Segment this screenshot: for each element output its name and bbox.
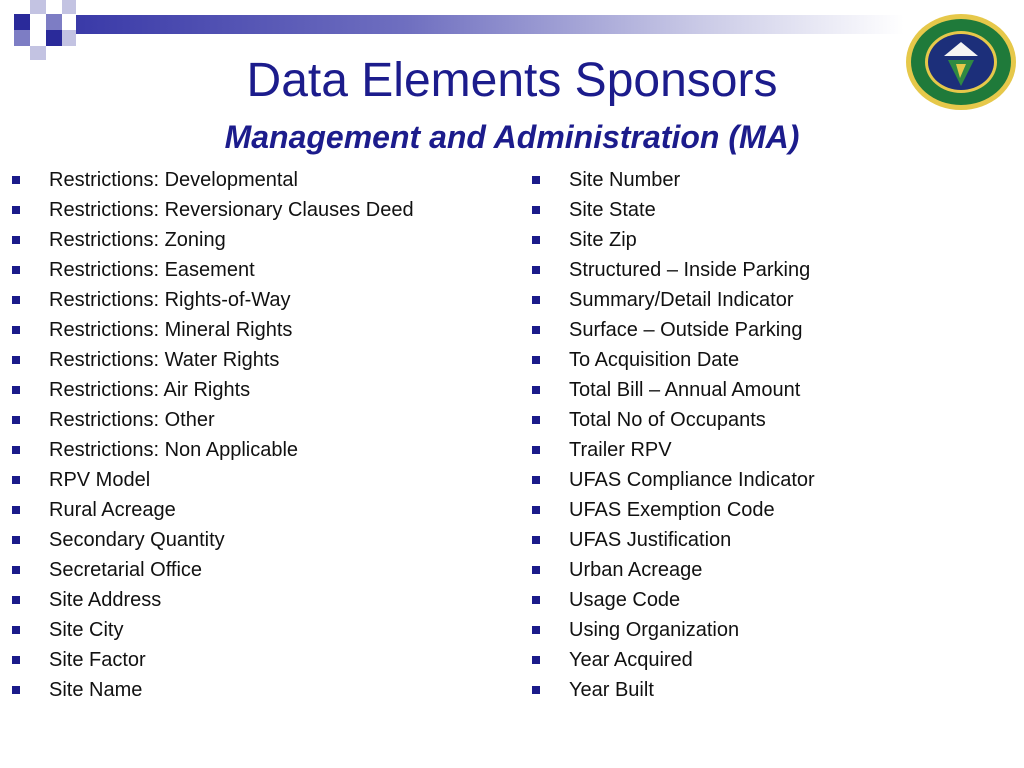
list-item-label: Total No of Occupants [569,409,766,431]
header-square-2 [30,0,46,14]
bullet-square-icon [532,476,540,484]
list-item [532,496,815,526]
list-item [12,256,414,286]
list-item-label: Site Address [49,589,162,611]
list-item-label: Using Organization [569,619,740,641]
list-item-label: Year Built [569,679,654,701]
list-item [12,346,414,376]
list-item-label: Structured – Inside Parking [569,259,811,281]
list-item-label: Trailer RPV [569,439,672,461]
bullet-square-icon [532,446,540,454]
list-item [12,586,414,616]
list-item [532,376,815,406]
list-item [532,646,815,676]
list-item [12,556,414,586]
header-square-7 [46,30,62,46]
bullet-square-icon [12,386,20,394]
list-item [12,166,414,196]
list-item-label: Secondary Quantity [49,529,225,551]
list-item [532,196,815,226]
list-item-label: Total Bill – Annual Amount [569,379,801,401]
list-item [532,406,815,436]
bullet-square-icon [532,506,540,514]
header-square-5 [14,30,30,46]
list-item [12,526,414,556]
list-item [12,376,414,406]
list-item [532,586,815,616]
bullet-square-icon [12,446,20,454]
list-item-label: Restrictions: Non Applicable [49,439,299,461]
list-item [12,466,414,496]
bullet-square-icon [12,656,20,664]
list-item [12,406,414,436]
list-item [532,256,815,286]
list-item [12,496,414,526]
bullet-square-icon [12,626,20,634]
list-item [532,346,815,376]
bullet-square-icon [532,386,540,394]
list-item-label: Restrictions: Zoning [49,229,226,251]
list-item-label: UFAS Exemption Code [569,499,775,521]
list-item-label: Site Number [569,169,681,191]
list-item-label: Site Name [49,679,143,701]
list-item-label: UFAS Justification [569,529,732,551]
header-square-4 [62,0,76,14]
list-item-label: Restrictions: Mineral Rights [49,319,293,341]
list-item-label: Summary/Detail Indicator [569,289,794,311]
bullet-square-icon [12,236,20,244]
bullet-square-icon [532,416,540,424]
left-bullet-list [12,166,414,706]
page-subtitle: Management and Administration (MA) [224,119,800,155]
bullet-square-icon [12,566,20,574]
list-item-label: UFAS Compliance Indicator [569,469,815,491]
list-item [532,526,815,556]
bullet-square-icon [12,506,20,514]
list-item-label: Site Zip [569,229,637,251]
list-item-label: Usage Code [569,589,681,611]
bullet-square-icon [532,626,540,634]
list-item [12,676,414,706]
list-item [12,646,414,676]
header-square-8 [62,30,76,46]
list-item [532,616,815,646]
list-item-label: Restrictions: Rights-of-Way [49,289,291,311]
bullet-square-icon [532,206,540,214]
bullet-square-icon [532,296,540,304]
list-item-label: Restrictions: Water Rights [49,349,280,371]
list-item-label: Restrictions: Easement [49,259,255,281]
list-item-label: To Acquisition Date [569,349,740,371]
list-item-label: Surface – Outside Parking [569,319,803,341]
list-item [12,286,414,316]
bullet-square-icon [12,686,20,694]
bullet-square-icon [12,536,20,544]
list-item [532,466,815,496]
bullet-square-icon [12,476,20,484]
list-item [532,166,815,196]
list-item-label: Site Factor [49,649,146,671]
right-bullet-list [532,166,815,706]
bullet-square-icon [532,176,540,184]
list-item-label: Restrictions: Developmental [49,169,298,191]
list-item [12,316,414,346]
list-item [532,676,815,706]
list-item [12,196,414,226]
list-item [532,316,815,346]
header-square-3 [46,14,62,30]
list-item-label: Restrictions: Reversionary Clauses Deed [49,199,414,221]
list-item-label: Site City [49,619,124,641]
list-item-label: Urban Acreage [569,559,703,581]
list-item [532,226,815,256]
list-item-label: Restrictions: Air Rights [49,379,251,401]
bullet-square-icon [532,596,540,604]
list-item [12,616,414,646]
bullet-square-icon [532,686,540,694]
bullet-square-icon [532,656,540,664]
list-item-label: Site State [569,199,656,221]
bullet-square-icon [532,356,540,364]
bullet-square-icon [532,326,540,334]
bullet-square-icon [532,536,540,544]
bullet-square-icon [532,566,540,574]
bullet-square-icon [12,356,20,364]
bullet-square-icon [12,266,20,274]
list-item [532,286,815,316]
list-item [532,556,815,586]
bullet-square-icon [12,596,20,604]
bullet-square-icon [12,176,20,184]
header-square-1 [14,14,30,30]
list-item-label: Secretarial Office [49,559,203,581]
page-title: Data Elements Sponsors [246,54,778,107]
list-item [532,436,815,466]
list-item [12,436,414,466]
bullet-square-icon [12,296,20,304]
bullet-square-icon [532,236,540,244]
list-item-label: RPV Model [49,469,151,491]
header-band [76,15,904,34]
list-item-label: Restrictions: Other [49,409,215,431]
list-item-label: Year Acquired [569,649,693,671]
bullet-square-icon [12,416,20,424]
bullet-square-icon [532,266,540,274]
bullet-square-icon [12,206,20,214]
bullet-square-icon [12,326,20,334]
list-item [12,226,414,256]
list-item-label: Rural Acreage [49,499,176,521]
